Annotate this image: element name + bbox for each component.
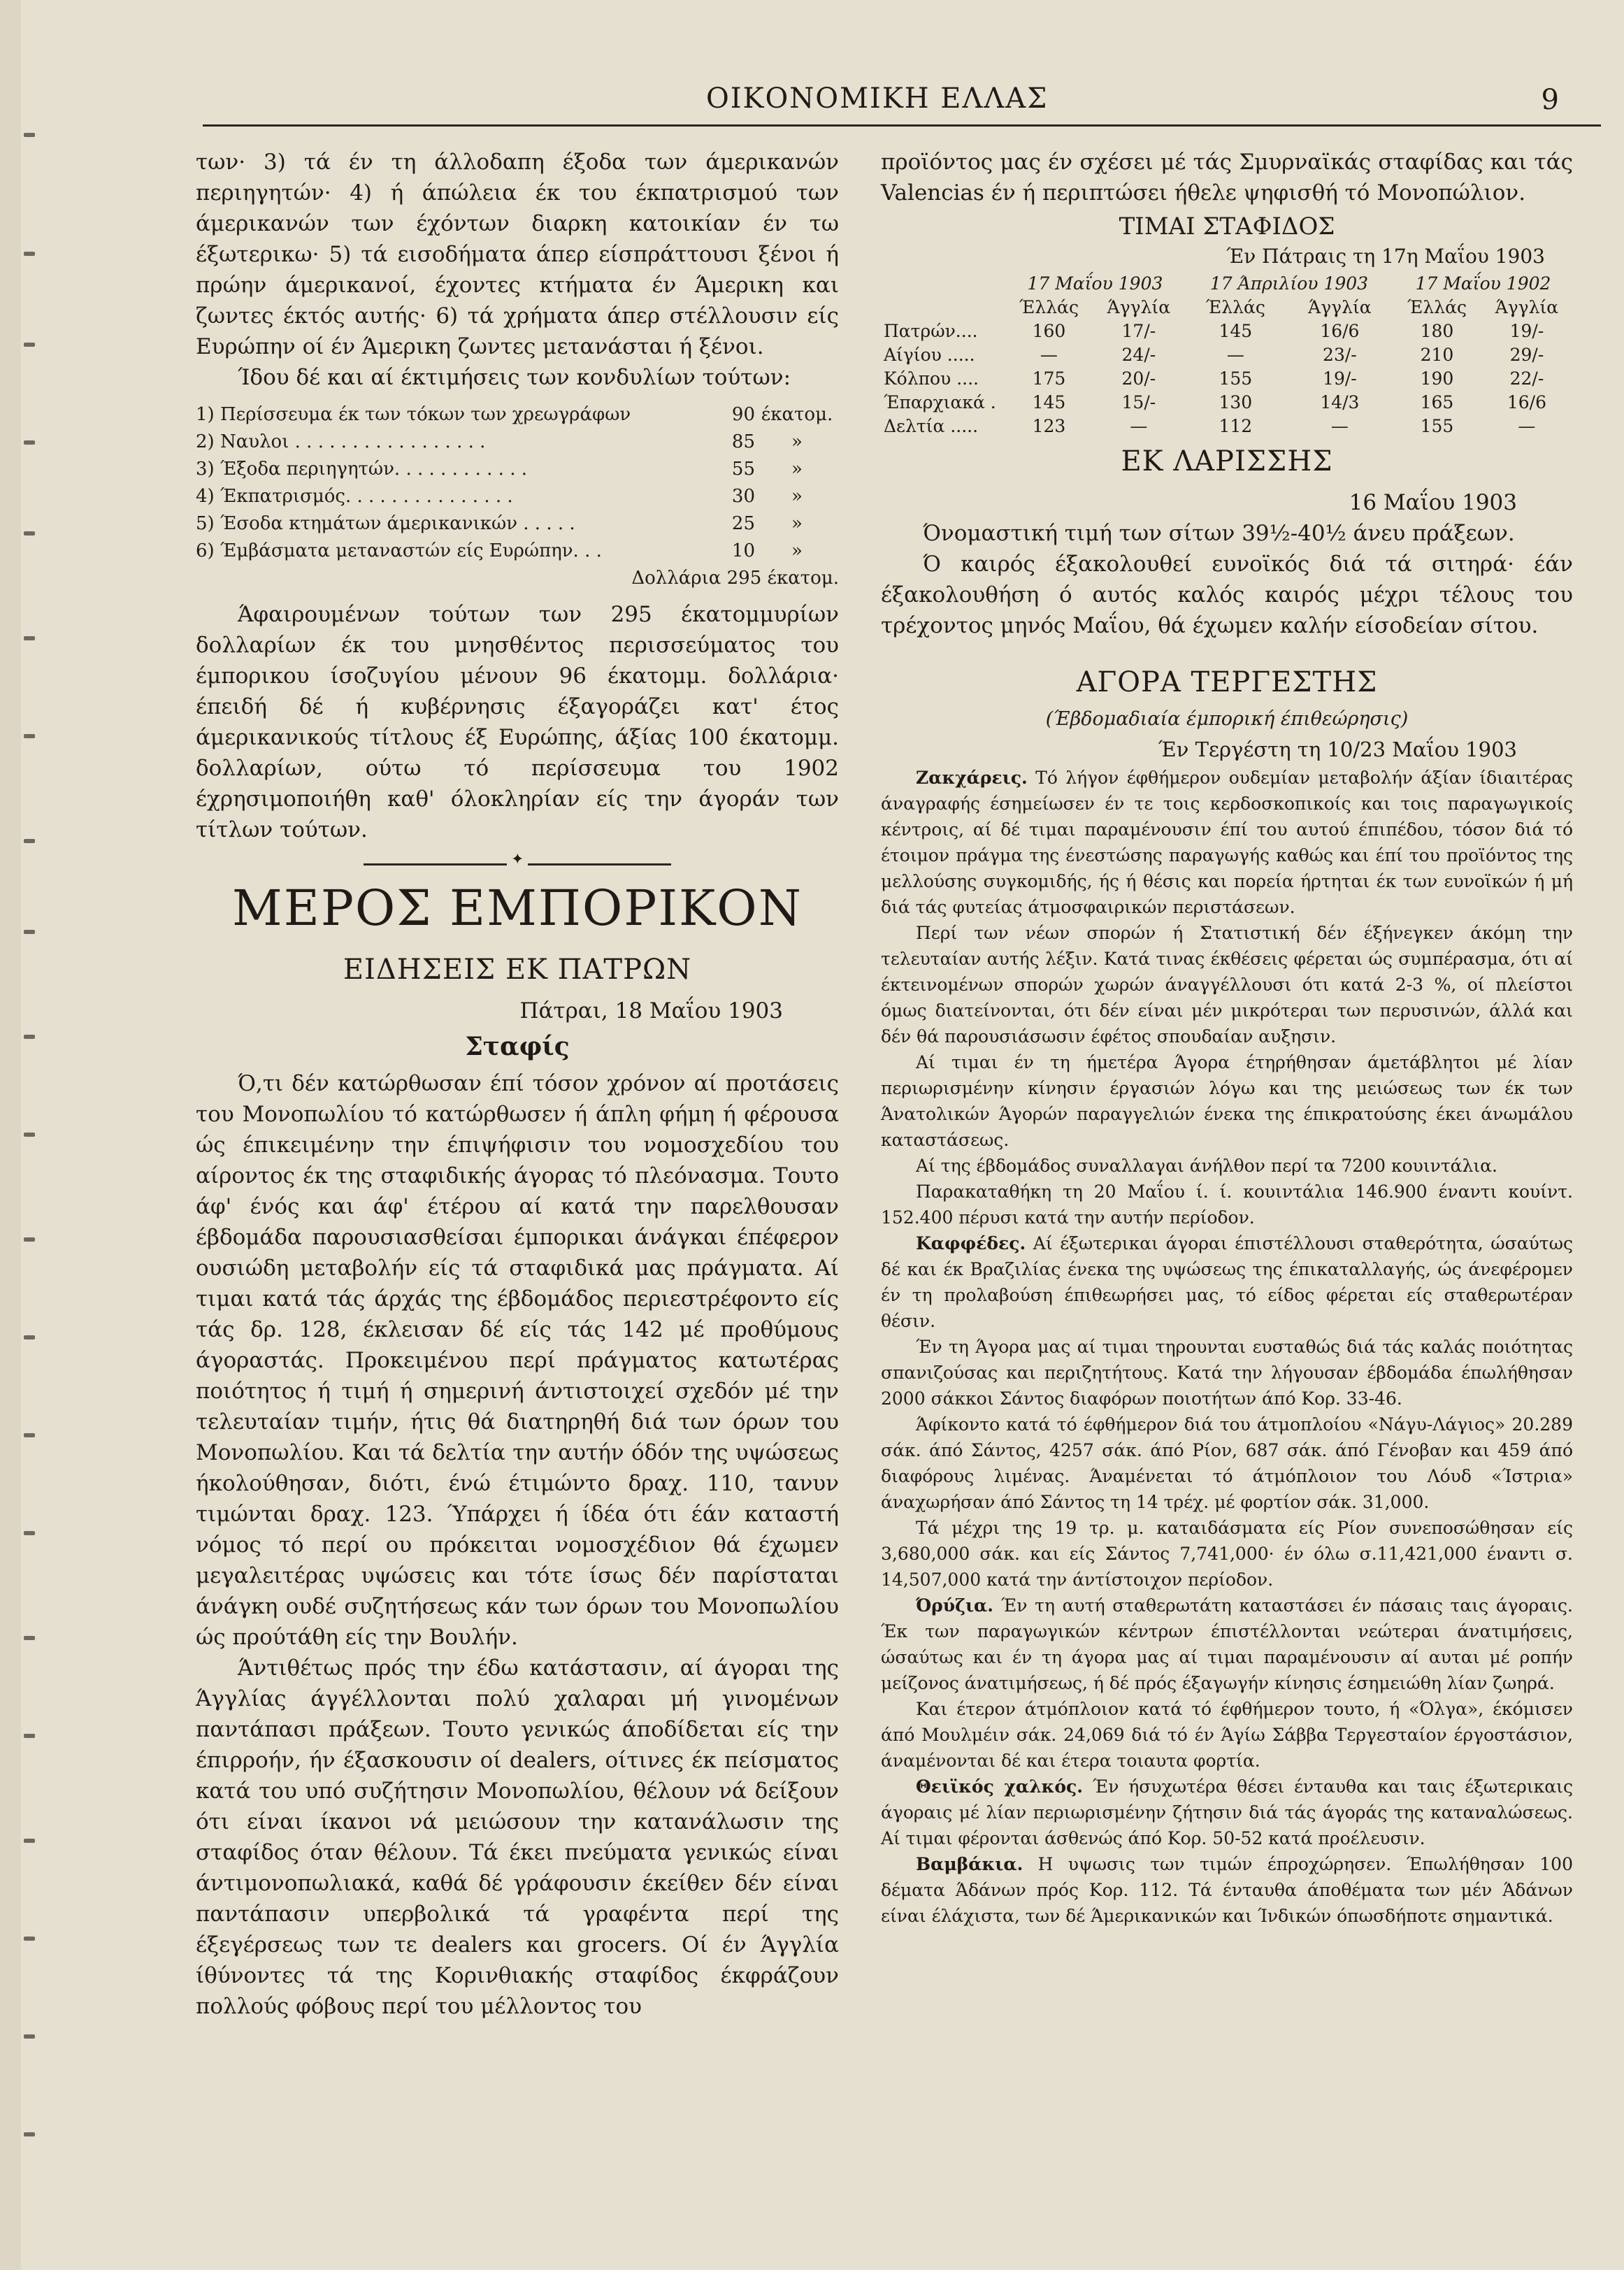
rice-label: Όρύζια. [916,1595,993,1616]
staphis-subheading: Σταφίς [465,1032,570,1061]
coffee-paragraph: Καφφέδες. Αί έξωτερικαι άγοραι έπιστέλλουσι σταθερότητα, ώσαύτως δέ και έκ Βραζιλίας ένεκα της υψώσεως της έπικαταλλαγής, ώς άνεφέρομεν έν τη προλαβούση έπιθεωρήσει μας, τό είδος φέρεται είς σταθερωτέραν θέσιν. [881,1233,1573,1331]
table-row: Κόλπου .... 175 20/- 155 19/- 190 22/- [884,368,1544,389]
column-header: Άγγλία [1308,297,1372,317]
cotton-paragraph: Βαμβάκια. Η υψωσις των τιμών έπροχώρησεν. Έπωλήθησαν 100 δέματα Άδάνων πρός Κορ. 112. Τά ένταυθα άποθέματα των μέν Άδάνων είναι έλάχιστα, των δέ Άμερικανικών και Ίνδικών όπωσδήποτε σημαντικά. [881,1854,1573,1926]
trieste-paragraph: Τά μέχρι της 19 τρ. μ. καταιδάσματα είς Ρίον συνεποσώθησαν είς 3,680,000 σάκ. και είς Σάντος 7,741,000· έν όλω σ.11,421,000 έναντι σ. 14,507,000 κατά την άντίστοιχον περίοδον. [881,1518,1573,1590]
cotton-label: Βαμβάκια. [916,1854,1023,1874]
table-row: Δελτία ..... 123 — 112 — 155 — [884,416,1536,436]
running-title: ΟΙΚΟΝΟΜΙΚΗ ΕΛΛΑΣ [706,82,1049,115]
binding-edge [21,105,41,2202]
section-divider [364,863,671,865]
list-item: 5) Έσοδα κτημάτων άμερικανικών . . . . . 25 » [196,513,803,534]
prices-title: ΤΙΜΑΙ ΣΤΑΦΙΔΟΣ [1119,213,1335,240]
page-number: 9 [1541,84,1559,116]
left-column [196,147,839,2022]
date-col: 17 Μαΐου 1903 [1027,273,1163,294]
larissa-paragraph-2: Ό καιρός έξακολουθεί ευνοϊκός διά τά σιτηρά· έάν έξακολουθήση ό αυτός καλός καιρός μέχρι τέλους του τρέχοντος μηνός Μαΐου, θά έχωμεν καλήν είσοδείαν σίτου. [881,552,1573,638]
larissa-paragraph-1: Όνομαστική τιμή των σίτων 39½-40½ άνευ πράξεων. [923,521,1515,546]
table-row: Έπαρχιακά . 145 15/- 130 14/3 165 16/6 [884,392,1546,412]
list-item: 4) Έκπατρισμός. . . . . . . . . . . . . . . 30 » [196,486,803,507]
copper-label: Θειϊκός χαλκός. [916,1776,1083,1797]
trieste-paragraph: Αί τιμαι έν τη ήμετέρα Άγορα έτηρήθησαν άμετάβλητοι μέ λίαν περιωρισμένην κίνησιν έργασιών λόγω και της μειώσεως των έκ των Άνατολικών Άγορών παραγγελιών ένεκα της έπικρατούσης έκει άνωμάλου καταστάσεως. [881,1052,1573,1150]
prices-table [881,272,1573,438]
patras-paragraph-2: Άντιθέτως πρός την έδω κατάστασιν, αί άγοραι της Άγγλίας άγγέλλονται πολύ χαλαραι μή γινομένων παντάπασι πράξεων. Τουτο γενικώς άποδίδεται είς την έπιρροήν, ήν έξασκουσιν οί dealers, οίτινες έκ πείσματος κατά του υπό συζήτησιν Μονοπωλίου, θέλουν νά δείξουν ότι είναι ίκανοι νά μειώσουν την κατανάλωσιν της σταφίδος όταν θέλουν. Τά έκει πνεύματα γενικώς είναι άντιμονοπωλιακά, καθά δέ γράφουσιν έκείθεν δέν είναι παντάπασιν υπερβολικά τά γραφέντα περί της έξεγέρσεως των τε dealers και grocers. Οί έν Άγγλία ίθύνοντες τά της Κορινθιακής σταφίδος έκφράζουν πολλούς φόβους περί του μέλλοντος του [196,1655,839,2019]
trieste-heading: ΑΓΟΡΑ ΤΕΡΓΕΣΤΗΣ [1076,666,1378,698]
trieste-paragraph: Και έτερον άτμόπλοιον κατά τό έφθήμερον τουτο, ή «Όλγα», έκόμισεν άπό Μουλμέιν σάκ. 24,069 διά τό έν Άγίω Σάββα Τεργεσταίον έργοστάσιον, άναμένονται δέ και έτερα τοιαυτα φορτία. [881,1699,1573,1771]
sugar-label: Ζακχάρεις. [916,768,1028,788]
date-col: 17 Άπριλίου 1903 [1209,273,1369,294]
right-intro-paragraph: προϊόντος μας έν σχέσει μέ τάς Σμυρναϊκάς σταφίδας και τάς Valencias έν ή περιπτώσει ήθελε ψηφισθή τό Μονοπώλιον. [881,150,1573,206]
table-row: Πατρών.... 160 17/- 145 16/6 180 19/- [884,321,1544,341]
trieste-paragraph: Αί της έβδομάδος συναλλαγαι άνήλθον περί τα 7200 κουιντάλια. [916,1156,1498,1176]
intro-paragraph: των· 3) τά έν τη άλλοδαπη έξοδα των άμερικανών περιηγητών· 4) ή άπώλεια έκ του έκπατρισμού των άμερικανών των έχόντων διαρκη κατοικίαν έν τω έξωτερικω· 5) τά εισοδήματα άπερ είσπράττουσι ξένοι ή πρώην άμερικανοί, έχοντες κτήματα έν Άμερικη και ζωντες έκτός αυτής· 6) τά χρήματα άπερ στέλλουσιν είς Ευρώπην οί έν Άμερικη ζωντες μετανάσται ή ξένοι. [196,150,839,359]
list-item: 2) Ναυλοι . . . . . . . . . . . . . . . . . 85 » [196,431,803,452]
table-row: Αίγίου ..... — 24/- — 23/- 210 29/- [884,345,1544,365]
rice-paragraph: Όρύζια. Έν τη αυτή σταθερωτάτη καταστάσει έν πάσαις ταις άγοραις. Έκ των παραγωγικών κέντρων έπιστέλλονται νεώτεραι άνατιμήσεις, ώσαύτως και έν τη άγορα μας αί τιμαι παραμένουσιν αί αυται μέ ροπήν μείζονος άνατιμήσεως, ή δέ πρός έξαγωγήν κίνησις έσημειώθη λίαν ζωηρά. [881,1595,1573,1693]
larissa-heading: ΕΚ ΛΑΡΙΣΣΗΣ [1121,445,1333,477]
section-title: ΜΕΡΟΣ ΕΜΠΟΡΙΚΟΝ [232,879,803,937]
trieste-subheading: (Έβδομαδιαία έμπορική έπιθεώρησις) [1045,708,1409,730]
patras-date: Πάτραι, 18 Μαΐου 1903 [519,998,783,1023]
column-header: Άγγλία [1495,297,1559,317]
patras-paragraph-1: Ό,τι δέν κατώρθωσαν έπί τόσον χρόνον αί προτάσεις του Μονοπωλίου τό κατώρθωσεν ή άπλη φήμη ή φέρουσα ώς έπικειμένην την έπιψήφισιν του νομοσχεδίου του αίροντος έκ της σταφιδικής άγορας τό πλεόνασμα. Τουτο άφ' ένός και άφ' έτέρου αί κατά την παρελθουσαν έβδομάδα παρουσιασθείσαι έμπορικαι άνάγκαι έπέφερον ουσιώδη μεταβολήν είς τά σταφιδικά μας πράγματα. Αί τιμαι κατά τάς άρχάς της έβδομάδος περιεστρέφοντο είς τάς δρ. 128, έκλεισαν δέ είς τάς 142 μέ προθύμους άγοραστάς. Προκειμένου περί πράγματος κατωτέρας ποιότητος ή τιμή ή σημερινή άντιστοιχεί σχεδόν μέ την τελευταίαν τιμήν, ήτις θά διατηρηθή διά των όρων του Μονοπωλίου. Και τά δελτία την αυτήν όδόν της υψώσεως ήκολούθησαν, διότι, ένώ έτιμώντο δραχ. 110, τανυν τιμώνται δραχ. 123. Ύπάρχει ή ίδέα ότι έάν καταστή νόμος τό περί ου πρόκειται νομοσχέδιον θά έχωμεν μεγαλειτέρας υψώσεις και τότε ίσως δέν παρίσταται άνάγκη ουδέ συζητήσεως κάν των όρων του Μονοπωλίου ώς προύτάθη είς την Βουλήν. [196,1071,839,1650]
trieste-paragraph: Περί των νέων σπορών ή Στατιστική δέν έξήνεγκεν άκόμη την τελευταίαν αυτής λέξιν. Κατά τινας έκθέσεις φέρεται ώς συμπέρασμα, ότι αί έκτεινομένων σπορών χωρών άναγγέλλουσι ότι κατά 2-3 %, οί πλείστοι όμως διατείνονται, ότι δέν είναι μέν μικρότεραι των περυσινών, άλλά και δέν θά παρουσιάσωσιν έφέτος σπουδαίαν αυξησιν. [881,923,1573,1047]
column-header: Έλλάς [1407,297,1467,317]
copper-paragraph: Θειϊκός χαλκός. Έν ήσυχωτέρα θέσει ένταυθα και ταις έξωτερικαις άγοραις μέ λίαν περιωρισμένην ζήτησιν διά τάς άγοράς της καταναλώσεως. Αί τιμαι φέρονται άσθενώς άπό Κορ. 50-52 κατά προέλευσιν. [881,1776,1573,1848]
column-header: Έλλάς [1019,297,1079,317]
estimates-paragraph: Ίδου δέ και αί έκτιμήσεις των κονδυλίων τούτων: [238,365,791,390]
trieste-date: Έν Τεργέστη τη 10/23 Μαΐου 1903 [1158,738,1517,761]
list-item: 3) Έξοδα περιηγητών. . . . . . . . . . . . 55 » [196,459,803,480]
date-col: 17 Μαΐου 1902 [1415,273,1551,294]
prices-date: Έν Πάτραις τη 17η Μαΐου 1903 [1226,245,1545,268]
right-column [881,147,1573,1929]
column-header: Άγγλία [1107,297,1171,317]
list-total: Δολλάρια 295 έκατομ. [631,568,839,589]
list-item: 6) Έμβάσματα μεταναστών είς Ευρώπην. . . 10 » [196,540,803,561]
balance-paragraph: Άφαιρουμένων τούτων των 295 έκατομμυρίων δολλαρίων έκ του μνησθέντος περισσεύματος του έμπορικου ίσοζυγίου μένουν 96 έκατομμ. δολλάρια· έπειδή δέ ή κυβέρνησις έξαγοράζει κατ' έτος άμερικανικούς τίτλους έξ Ευρώπης, άξίας 100 έκατομμ. δολλαρίων, ούτω τό περίσσευμα του 1902 έχρησιμοποιήθη καθ' όλοκληρίαν είς την άγοράν των τίτλων τούτων. [196,602,839,842]
newspaper-page [21,0,1624,2270]
page-header [203,70,1601,126]
patras-heading: ΕΙΔΗΣΕΙΣ ΕΚ ΠΑΤΡΩΝ [343,954,692,986]
trieste-paragraph: Έν τη Άγορα μας αί τιμαι τηρουνται ευσταθώς διά τάς καλάς ποιότητας σπανιζούσας και περιζητήτους. Κατά την λήγουσαν έβδομάδα έπωλήθησαν 2000 σάκκοι Σάντος διαφόρων ποιοτήτων άπό Κορ. 33-46. [881,1337,1573,1409]
trieste-paragraph: Άφίκοντο κατά τό έφθήμερον διά του άτμοπλοίου «Νάγυ-Λάγιος» 20.289 σάκ. άπό Σάντος, 4257 σάκ. άπό Ρίον, 687 σάκ. άπό Γένοβαν και 459 άπό διαφόρους λιμένας. Άναμένεται τό άτμόπλοιον του Λόυδ «Ίστρια» άναχωρήσαν άπό Σάντος τη 14 τρέχ. μέ φορτίον σάκ. 31,000. [881,1414,1573,1512]
estimates-list [196,401,839,592]
header-rule [203,124,1601,127]
sugar-paragraph: Ζακχάρεις. Τό λήγον έφθήμερον ουδεμίαν μεταβολήν άξίαν ίδιαιτέρας άναγραφής έσημείωσεν έν τε τοις κερδοσκοπικοίς και τοις παραγωγικοίς κέντροις, αί δέ τιμαι παραμένουσιν έπί του αυτού έπιπέδου, τόσον διά τό έτοιμον πράγμα της ένεστώσης παραγωγής καθώς και έπί του προϊόντος της μελλούσης συγκομιδής, ής ή θέσις και πορεία ήρτηται έκ των ευνοϊκών ή μή διά τάς φυτείας άτμοσφαιρικών περιστάσεων. [881,768,1573,917]
column-header: Έλλάς [1205,297,1265,317]
coffee-label: Καφφέδες. [916,1233,1026,1253]
trieste-paragraph: Παρακαταθήκη τη 20 Μαΐου ί. ί. κουιντάλια 146.900 έναντι κουίντ. 152.400 πέρυσι κατά την αυτήν περίοδον. [881,1181,1573,1228]
list-item: 1) Περίσσευμα έκ των τόκων των χρεωγράφων 90 έκατομ. [196,404,833,425]
larissa-date: 16 Μαΐου 1903 [1349,490,1517,515]
